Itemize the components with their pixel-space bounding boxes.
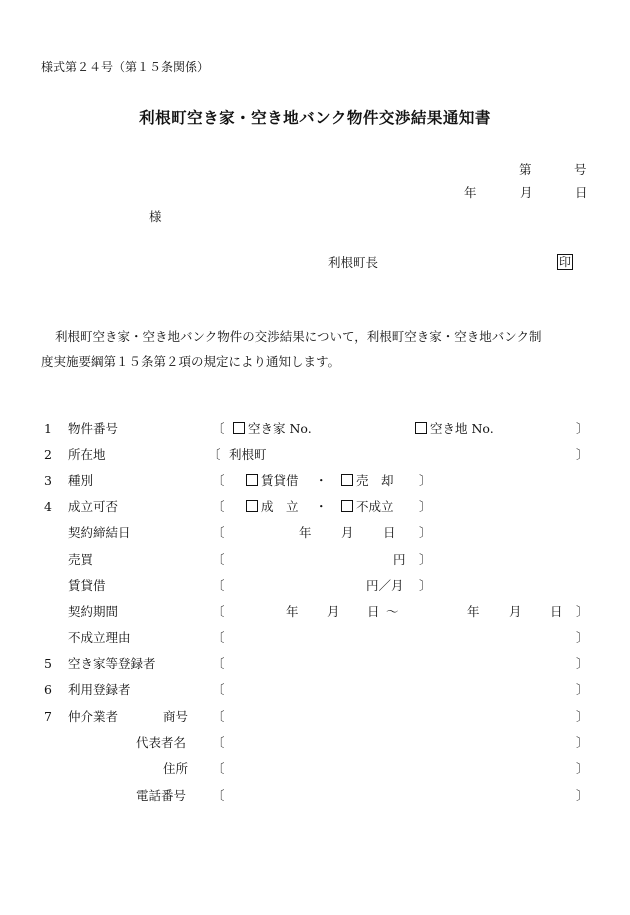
akiya-option[interactable] — [233, 420, 312, 438]
body-line-2: 度実施要綱第１５条第２項の規定により通知します。 — [41, 354, 341, 369]
open-bracket: 〔 — [212, 578, 225, 593]
body-line-1: 利根町空き家・空き地バンク物件の交渉結果について，利根町空き家・空き地バンク制 — [55, 329, 542, 344]
start-day-label: 日 — [367, 604, 380, 619]
item-label: 不成立理由 — [68, 630, 131, 645]
item-lease-price — [0, 577, 630, 595]
established-label: 成 立 — [261, 499, 299, 514]
number-go-label: 号 — [574, 162, 587, 177]
close-bracket: 〕 — [576, 735, 589, 750]
open-bracket: 〔 — [212, 788, 225, 803]
akichi-no-label: 空き地 No. — [430, 421, 494, 436]
open-bracket: 〔 — [212, 656, 225, 671]
end-month-label: 月 — [509, 604, 522, 619]
open-bracket: 〔 — [212, 682, 225, 697]
separator-dot: ・ — [315, 499, 328, 514]
close-bracket: 〕 — [576, 604, 589, 619]
separator-dot: ・ — [315, 473, 328, 488]
item-broker-phone — [0, 787, 630, 805]
checkbox-icon[interactable] — [341, 474, 353, 486]
close-bracket: 〕 — [576, 630, 589, 645]
yen-per-month-unit: 円／月 — [366, 578, 404, 593]
item-label: 仲介業者 — [68, 709, 119, 724]
item-label: 成立可否 — [68, 499, 119, 514]
year-label: 年 — [299, 525, 312, 540]
item-contract-period — [0, 603, 630, 621]
checkbox-icon[interactable] — [246, 500, 258, 512]
checkbox-icon[interactable] — [233, 422, 245, 434]
item-user-registrant — [0, 681, 630, 699]
close-bracket: 〕 — [576, 761, 589, 776]
open-bracket: 〔 — [208, 447, 221, 462]
close-bracket: 〕 — [419, 552, 432, 567]
notice-body — [41, 324, 596, 374]
checkbox-icon[interactable] — [415, 422, 427, 434]
form-number: 様式第２４号（第１５条関係） — [41, 60, 210, 74]
seal-mark: 印 — [559, 255, 572, 269]
lease-label: 賃貸借 — [261, 473, 299, 488]
open-bracket: 〔 — [212, 709, 225, 724]
open-bracket: 〔 — [212, 473, 225, 488]
not-established-option[interactable] — [341, 498, 394, 516]
start-month-label: 月 — [327, 604, 340, 619]
item-owner-registrant — [0, 655, 630, 673]
item-location — [0, 446, 630, 464]
item-label: 賃貸借 — [68, 578, 106, 593]
date-month-label: 月 — [520, 185, 533, 200]
close-bracket: 〕 — [419, 578, 432, 593]
close-bracket: 〕 — [419, 525, 432, 540]
lease-option[interactable] — [246, 472, 299, 490]
item-label: 種別 — [68, 473, 94, 488]
item-sale-price — [0, 551, 630, 569]
date-day-label: 日 — [575, 185, 588, 200]
open-bracket: 〔 — [212, 735, 225, 750]
sale-option[interactable] — [341, 472, 394, 490]
sender-name: 利根町長 — [328, 255, 379, 270]
item-label: 契約締結日 — [68, 525, 131, 540]
start-year-label: 年 — [286, 604, 299, 619]
item-label: 売買 — [68, 552, 94, 567]
close-bracket: 〕 — [576, 447, 589, 462]
item-failure-reason — [0, 629, 630, 647]
day-label: 日 — [383, 525, 396, 540]
sub-label: 代表者名 — [136, 735, 187, 750]
checkbox-icon[interactable] — [341, 500, 353, 512]
sub-label: 電話番号 — [136, 788, 187, 803]
akichi-option[interactable] — [415, 420, 494, 438]
sub-label: 住所 — [163, 761, 189, 776]
close-bracket: 〕 — [576, 788, 589, 803]
open-bracket: 〔 — [212, 421, 225, 436]
open-bracket: 〔 — [212, 761, 225, 776]
end-day-label: 日 — [550, 604, 563, 619]
akiya-no-label: 空き家 No. — [248, 421, 312, 436]
close-bracket: 〕 — [576, 682, 589, 697]
number-dai-label: 第 — [519, 162, 532, 177]
item-label: 空き家等登録者 — [68, 656, 156, 671]
open-bracket: 〔 — [212, 499, 225, 514]
item-num: 5 — [44, 656, 52, 671]
close-bracket: 〕 — [419, 473, 432, 488]
item-broker-trade-name — [0, 708, 630, 726]
open-bracket: 〔 — [212, 525, 225, 540]
period-tilde: ～ — [386, 604, 399, 619]
yen-unit: 円 — [393, 552, 406, 567]
document-title: 利根町空き家・空き地バンク物件交渉結果通知書 — [139, 108, 491, 127]
item-contract-date — [0, 524, 630, 542]
close-bracket: 〕 — [576, 421, 589, 436]
not-established-label: 不成立 — [356, 499, 394, 514]
open-bracket: 〔 — [212, 604, 225, 619]
item-num: 1 — [44, 421, 52, 436]
item-num: 6 — [44, 682, 52, 697]
open-bracket: 〔 — [212, 552, 225, 567]
item-num: 4 — [44, 499, 52, 514]
item-num: 7 — [44, 709, 52, 724]
date-year-label: 年 — [464, 185, 477, 200]
item-broker-representative — [0, 734, 630, 752]
item-num: 3 — [44, 473, 52, 488]
sale-label: 売 却 — [356, 473, 394, 488]
checkbox-icon[interactable] — [246, 474, 258, 486]
item-label: 所在地 — [68, 447, 106, 462]
item-label: 物件番号 — [68, 421, 119, 436]
close-bracket: 〕 — [419, 499, 432, 514]
item-num: 2 — [44, 447, 52, 462]
end-year-label: 年 — [467, 604, 480, 619]
close-bracket: 〕 — [576, 656, 589, 671]
item-label: 利用登録者 — [68, 682, 131, 697]
open-bracket: 〔 — [212, 630, 225, 645]
sub-label: 商号 — [163, 709, 189, 724]
addressee-sama: 様 — [149, 209, 162, 224]
item-result — [0, 498, 630, 516]
location-value[interactable]: 利根町 — [229, 447, 267, 462]
item-property-number — [0, 420, 630, 438]
close-bracket: 〕 — [576, 709, 589, 724]
month-label: 月 — [341, 525, 354, 540]
item-broker-address — [0, 760, 630, 778]
item-label: 契約期間 — [68, 604, 119, 619]
established-option[interactable] — [246, 498, 299, 516]
item-type — [0, 472, 630, 490]
